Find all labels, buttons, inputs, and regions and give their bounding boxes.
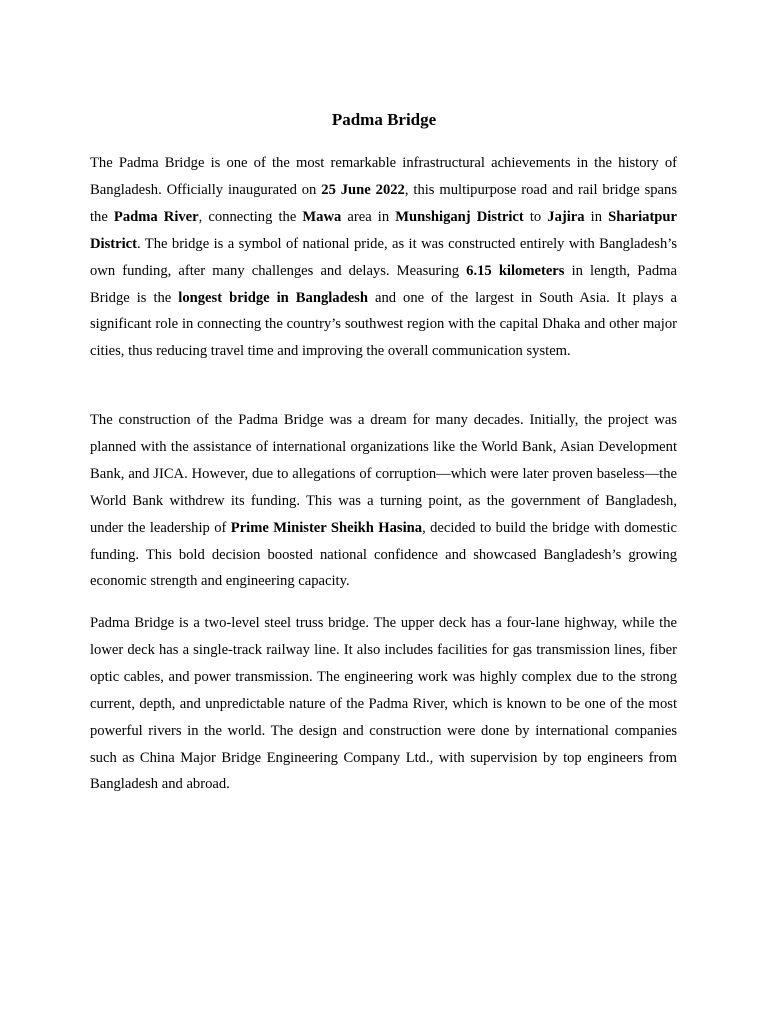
text-segment: . The bridge is a symbol of national pride, as it was constructed entirely with Bangladesh’s own funding, after many challenges and delays. Measuring <box>90 235 677 279</box>
paragraph-engineering <box>90 610 677 798</box>
text-segment: , decided to build the bridge with domestic funding. This bold decision boosted national confidence and showcased Bangladesh’s growing economic strength and engineering capacity. <box>90 519 677 590</box>
text-segment: to <box>523 208 548 225</box>
text-segment: in length, Padma Bridge is the <box>90 262 677 306</box>
bold-segment: Shariatpur District <box>90 208 678 252</box>
text-segment: area in <box>341 208 396 225</box>
text-segment: Padma Bridge is a two-level steel truss bridge. The upper deck has a four-lane highway, while the lower deck has a single-track railway line. It also includes facilities for gas transmission lines, fiber optic cables, and power transmission. The engineering work was highly complex due to the strong current, depth, and unpredictable nature of the Padma River, which is known to be one of the most powerful rivers in the world. The design and construction were done by international companies such as China Major Bridge Engineering Company Ltd., with supervision by top engineers from Bangladesh and abroad. <box>90 615 677 793</box>
document-title: Padma Bridge <box>331 110 437 129</box>
bold-segment: 6.15 kilometers <box>466 262 565 279</box>
bold-segment: longest bridge in Bangladesh <box>178 289 368 306</box>
text-segment: in <box>584 208 609 225</box>
bold-segment: Munshiganj District <box>395 208 524 225</box>
text-segment: The Padma Bridge is one of the most remarkable infrastructural achievements in the history of Bangladesh. Officially inaugurated on <box>90 155 677 198</box>
bold-segment: Mawa <box>302 208 342 225</box>
bold-segment: Jajira <box>547 208 585 225</box>
text-segment: , this multipurpose road and rail bridge spans the <box>90 181 678 225</box>
paragraph-construction-history <box>90 407 677 595</box>
bold-segment: Padma River <box>113 208 199 225</box>
bold-segment: Prime Minister Sheikh Hasina <box>230 519 423 536</box>
bold-segment: 25 June 2022 <box>321 181 405 198</box>
paragraph-inauguration <box>90 150 677 365</box>
text-segment: , connecting the <box>198 208 303 225</box>
text-segment: and one of the largest in South Asia. It plays a significant role in connecting the country’s southwest region with the capital Dhaka and other major cities, thus reducing travel time and improving the overall communication system. <box>90 289 677 360</box>
text-segment: The construction of the Padma Bridge was a dream for many decades. Initially, the project was planned with the assistance of international organizations like the World Bank, Asian Development Bank, and JICA. However, due to allegations of corruption—which were later proven baseless—the World Bank withdrew its funding. This was a turning point, as the government of Bangladesh, under the leadership of <box>90 412 677 536</box>
